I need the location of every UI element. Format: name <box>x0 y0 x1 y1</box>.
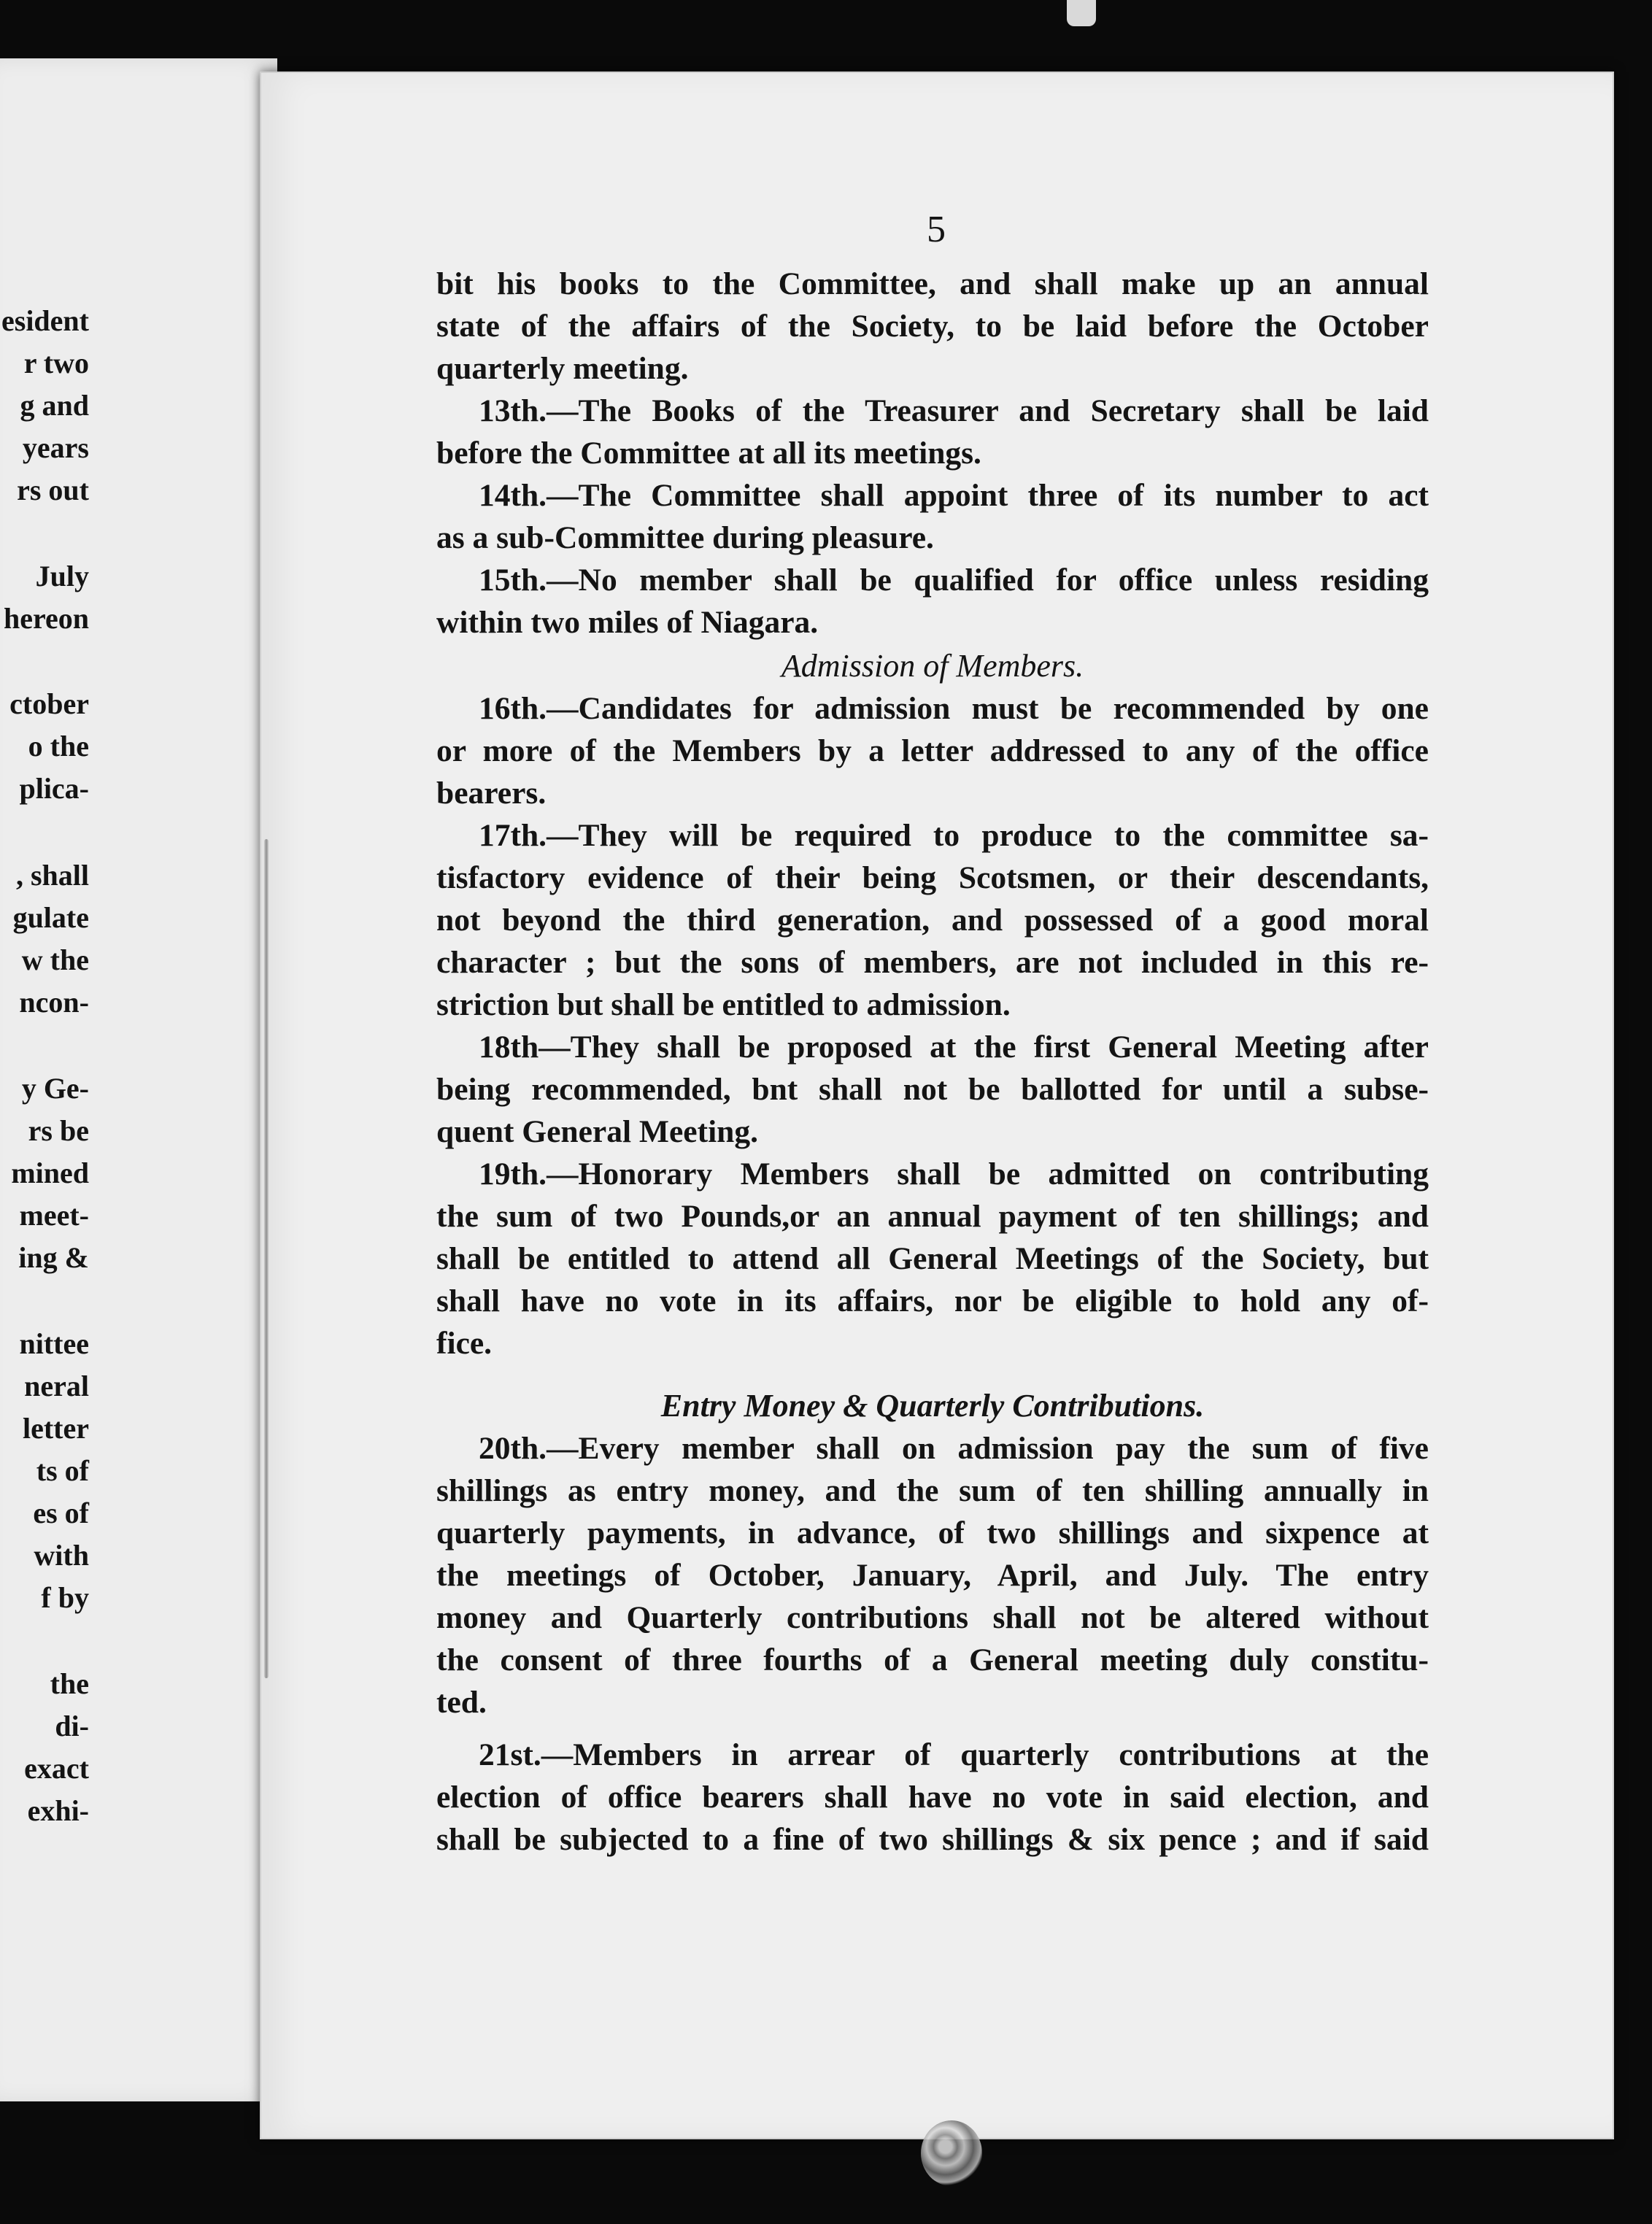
text-line: not beyond the third generation, and possessed of a good moral <box>436 903 1429 938</box>
left-page-fragment: di- <box>55 1710 89 1742</box>
paragraph <box>436 559 1429 644</box>
text-line: election of office bearers shall have no vote in said election, and <box>436 1780 1429 1815</box>
text-line: 13th.—The Books of the Treasurer and Secretary shall be laid <box>479 393 1429 428</box>
paragraph <box>436 1734 1429 1861</box>
text-line: bit his books to the Committee, and shall make up an annual <box>436 266 1429 301</box>
text-line: 20th.—Every member shall on admission pay the sum of five <box>479 1431 1429 1466</box>
paragraph <box>436 687 1429 814</box>
paragraph <box>436 263 1429 390</box>
text-line: state of the affairs of the Society, to be laid before the October <box>436 309 1429 344</box>
page-gutter <box>264 839 269 1678</box>
text-line: quarterly payments, in advance, of two shillings and sixpence at <box>436 1516 1429 1551</box>
text-line: 19th.—Honorary Members shall be admitted on contributing <box>479 1157 1429 1192</box>
left-page-fragment: hereon <box>3 602 89 635</box>
text-line: being recommended, bnt shall not be ballotted for until a subse- <box>436 1072 1429 1107</box>
paragraph <box>436 1427 1429 1723</box>
left-page-fragment: the <box>50 1667 89 1700</box>
left-page-fragment: exact <box>24 1752 89 1785</box>
left-page-fragment: , shall <box>15 859 89 892</box>
text-line: or more of the Members by a letter addressed to any of the office <box>436 733 1429 768</box>
left-page-fragment: gulate <box>12 901 89 934</box>
text-line: 16th.—Candidates for admission must be recommended by one <box>479 691 1429 726</box>
text-line: quent General Meeting. <box>436 1114 758 1149</box>
left-page-fragment: ing & <box>18 1241 89 1274</box>
section-heading: Admission of Members. <box>781 648 1084 684</box>
text-line: shall be entitled to attend all General Meetings of the Society, but <box>436 1241 1429 1276</box>
left-page-fragment: July <box>35 560 89 592</box>
text-line: fice. <box>436 1326 493 1361</box>
text-line: tisfactory evidence of their being Scotsmen, or their descendants, <box>436 860 1429 895</box>
paragraph <box>436 1026 1429 1153</box>
text-line: money and Quarterly contributions shall not be altered without <box>436 1600 1429 1635</box>
text-line: shall be subjected to a fine of two shillings & six pence ; and if said <box>436 1822 1429 1857</box>
text-line: 14th.—The Committee shall appoint three of its number to act <box>479 478 1429 513</box>
text-line: bearers. <box>436 776 547 811</box>
text-line: shall have no vote in its affairs, nor be eligible to hold any of- <box>436 1283 1429 1318</box>
left-page-fragment: rs be <box>28 1114 89 1147</box>
left-page-fragment: nittee <box>19 1327 89 1360</box>
page-number: 5 <box>927 209 946 250</box>
left-page-fragment: rs out <box>17 474 89 506</box>
text-line: as a sub-Committee during pleasure. <box>436 520 934 555</box>
paragraph <box>436 1153 1429 1364</box>
left-page-fragment: w the <box>21 943 89 976</box>
left-page-fragment: y Ge- <box>21 1072 89 1105</box>
left-page-fragment: years <box>22 431 89 464</box>
text-line: 18th—They shall be proposed at the first General Meeting after <box>479 1030 1429 1065</box>
left-page-fragment: plica- <box>19 772 89 805</box>
page-text <box>436 263 1429 1861</box>
left-page-fragment: mined <box>11 1157 89 1189</box>
left-page-fragment: o the <box>28 730 89 762</box>
text-line: striction but shall be entitled to admission. <box>436 987 1011 1022</box>
left-page-fragment: neral <box>24 1370 89 1402</box>
paragraph-gap <box>436 1364 1429 1375</box>
text-line: within two miles of Niagara. <box>436 605 819 640</box>
library-stamp <box>921 2120 982 2186</box>
text-line: 17th.—They will be required to produce to the committee sa- <box>479 818 1429 853</box>
section-heading: Entry Money & Quarterly Contributions. <box>660 1388 1205 1424</box>
scan-mark <box>1067 0 1096 26</box>
left-page-fragment: exhi- <box>27 1794 89 1827</box>
left-page-fragment: es of <box>33 1497 89 1529</box>
left-page-fragment: f by <box>41 1581 89 1614</box>
text-line: character ; but the sons of members, are not included in this re- <box>436 945 1429 980</box>
left-page-fragment: r two <box>23 347 89 379</box>
left-page-fragment: ts of <box>36 1454 89 1487</box>
paragraph-gap <box>436 1723 1429 1734</box>
paragraph <box>436 474 1429 559</box>
left-page-fragment: ncon- <box>19 986 89 1019</box>
left-page-fragment: esident <box>1 304 89 337</box>
left-page-fragment: with <box>34 1539 89 1572</box>
left-page-fragment: letter <box>22 1412 89 1445</box>
paragraph <box>436 814 1429 1026</box>
text-line: shillings as entry money, and the sum of ten shilling annually in <box>436 1473 1429 1508</box>
text-line: quarterly meeting. <box>436 351 689 386</box>
text-line: the meetings of October, January, April, and July. The entry <box>436 1558 1429 1593</box>
text-line: before the Committee at all its meetings. <box>436 436 981 471</box>
text-line: ted. <box>436 1685 487 1720</box>
left-page-fragment: meet- <box>19 1199 89 1232</box>
text-line: 15th.—No member shall be qualified for office unless residing <box>479 563 1429 598</box>
text-line: the sum of two Pounds,or an annual payment of ten shillings; and <box>436 1199 1429 1234</box>
left-page-fragment: g and <box>20 389 89 422</box>
text-line: 21st.—Members in arrear of quarterly contributions at the <box>479 1737 1429 1772</box>
text-line: the consent of three fourths of a General meeting duly constitu- <box>436 1642 1429 1677</box>
paragraph <box>436 390 1429 474</box>
left-page-fragment: ctober <box>9 687 89 720</box>
